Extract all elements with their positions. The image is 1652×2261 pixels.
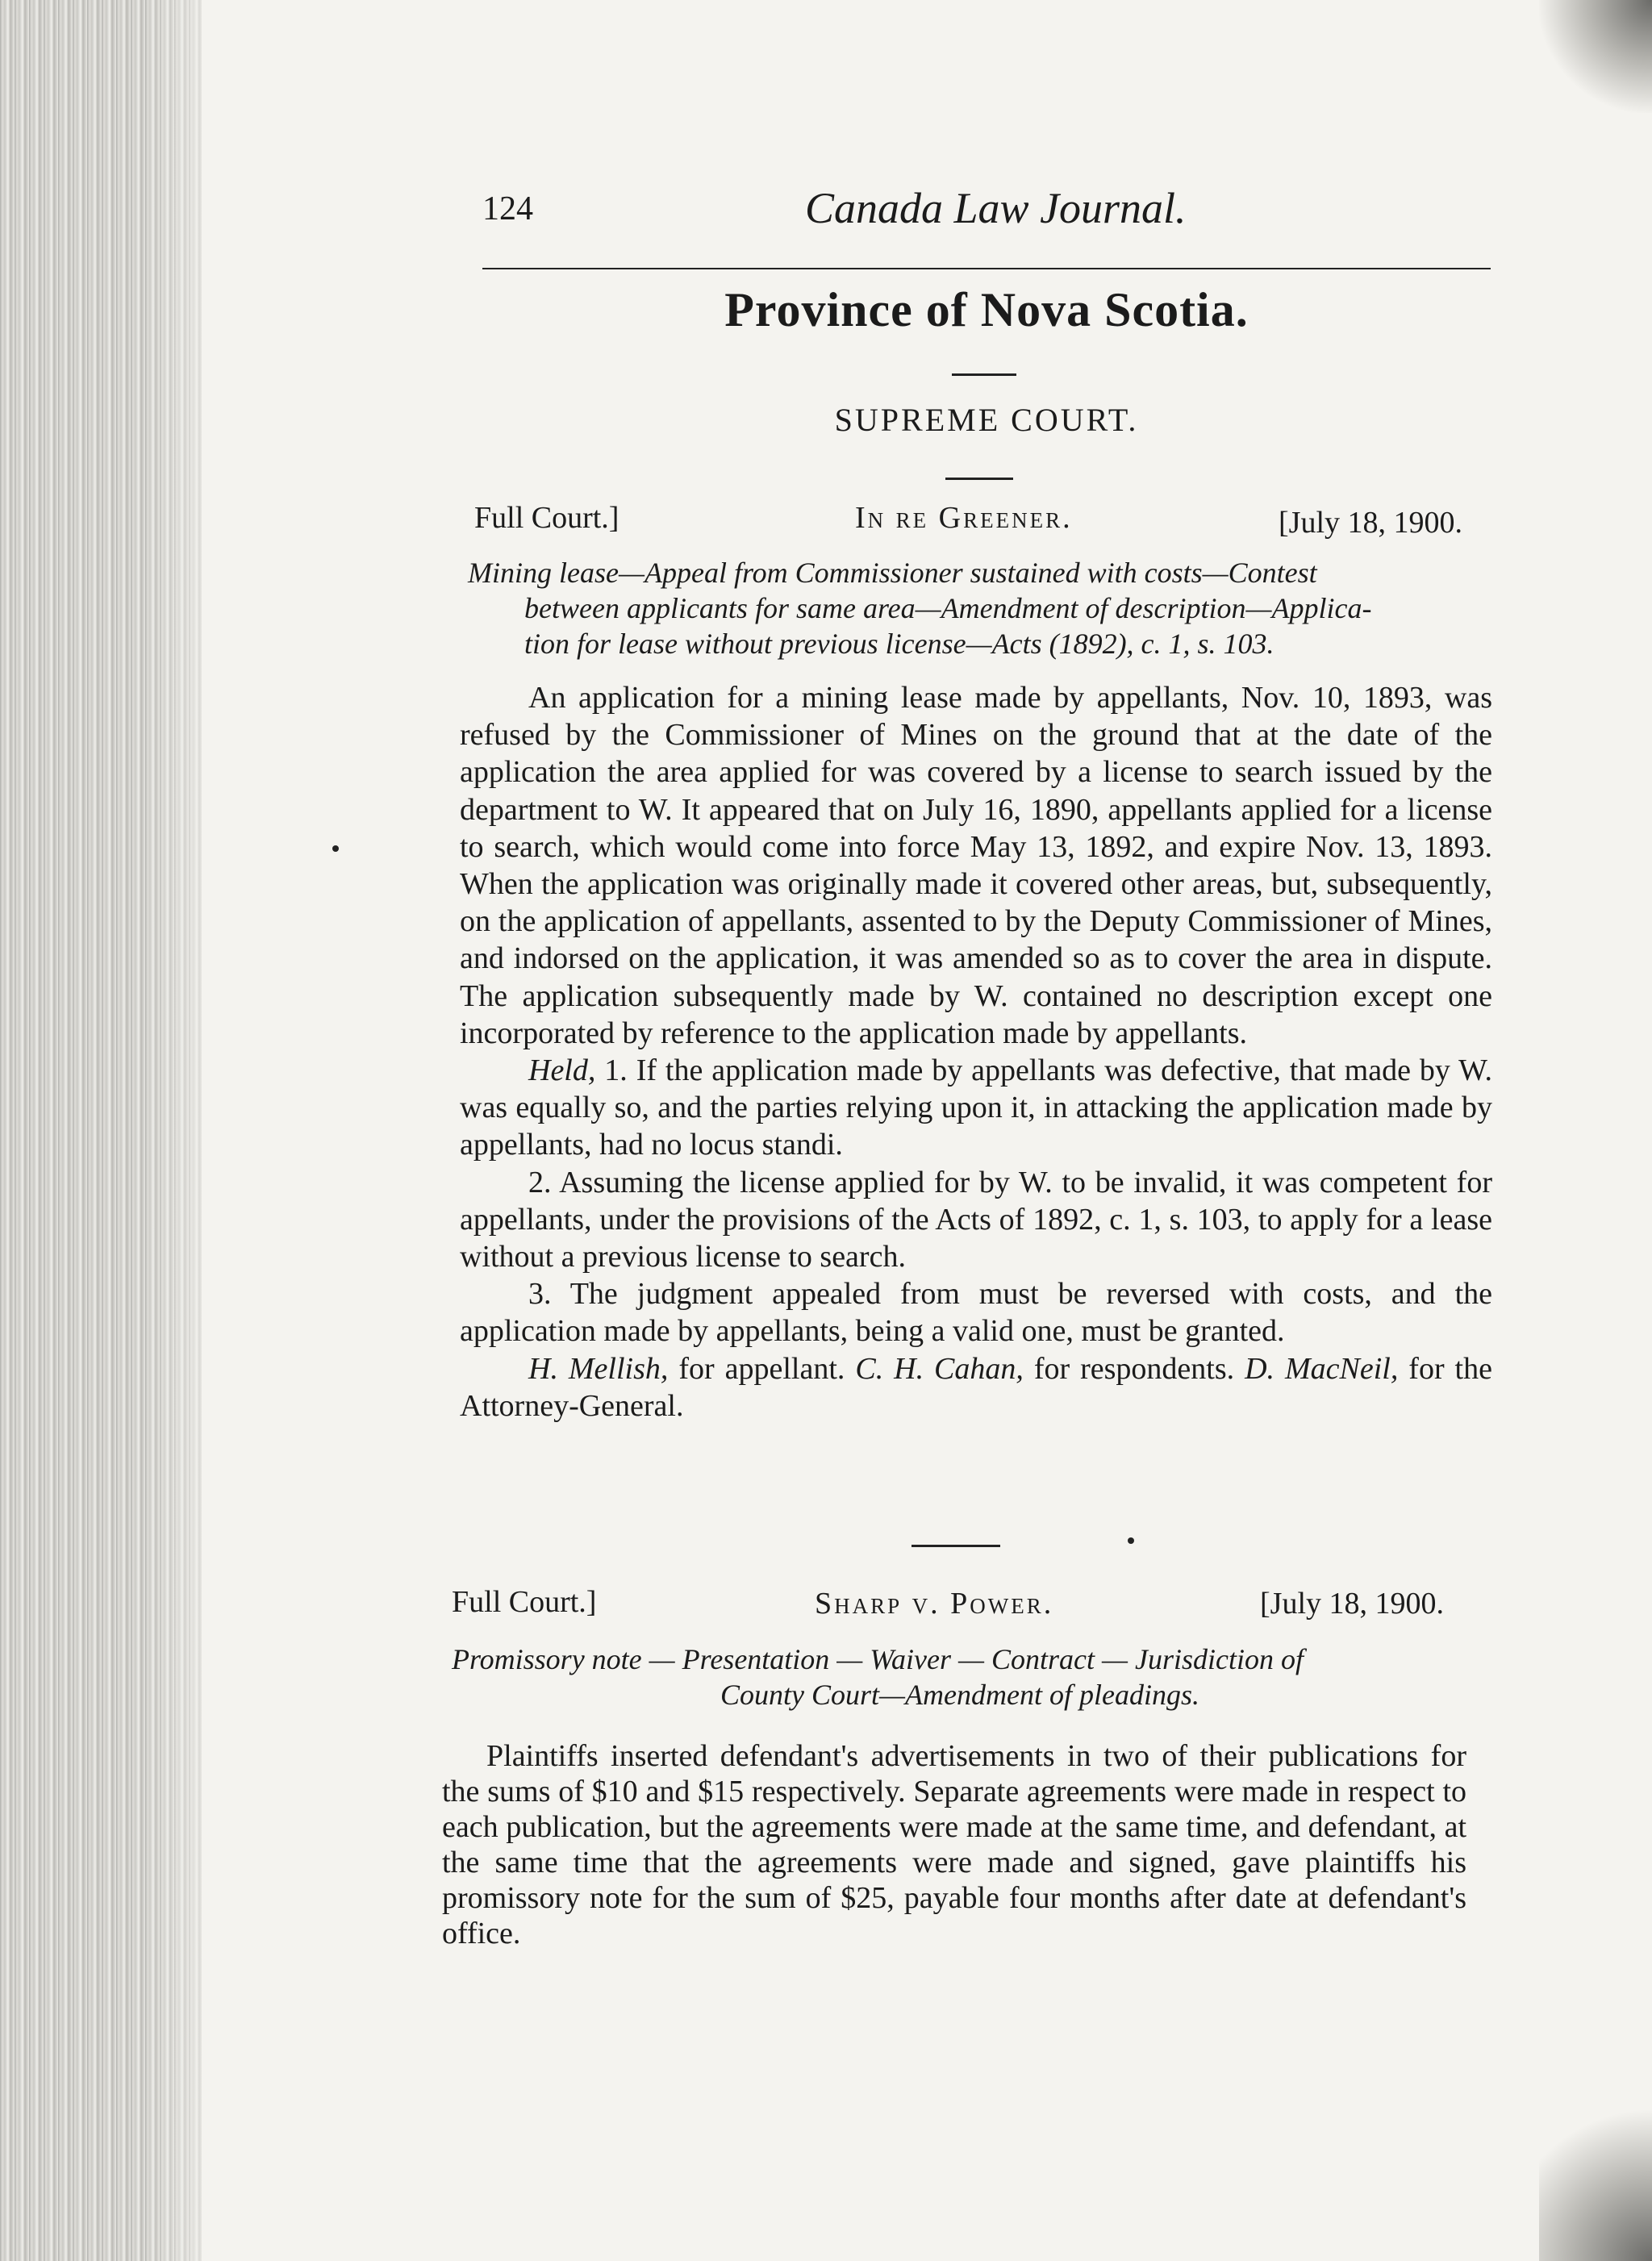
holding-1: 1. If the application made by appellants was defective, that made by W. was equally so, and the parties relying upon it, in attacking the application made by appellants, had no locus standi. xyxy=(460,1053,1492,1162)
counsel-role: for appellant. xyxy=(668,1351,856,1386)
running-head xyxy=(482,184,1491,254)
section-title: Province of Nova Scotia. xyxy=(724,283,1249,336)
divider-short xyxy=(912,1545,1000,1547)
case1-court: Full Court.] xyxy=(474,501,620,535)
header-rule xyxy=(482,268,1491,269)
page-corner-bottom xyxy=(1539,2084,1652,2261)
divider-short xyxy=(945,478,1013,480)
case2-body xyxy=(442,1738,1466,1951)
headnote-line: Mining lease—Appeal from Commissioner sustained with costs—Contest xyxy=(468,557,1317,589)
ink-speck xyxy=(1128,1537,1134,1544)
gutter-fade xyxy=(145,0,242,2261)
case1-headnote xyxy=(468,555,1492,661)
page-number: 124 xyxy=(482,190,533,227)
page-corner-top xyxy=(1539,0,1652,113)
held-label: Held, xyxy=(528,1053,596,1088)
case2-date: [July 18, 1900. xyxy=(1260,1587,1444,1621)
court-title: SUPREME COURT. xyxy=(834,402,1139,438)
paragraph: 3. The judgment appealed from must be reversed with costs, and the application made by appellants, being a valid one, must be granted. xyxy=(460,1277,1492,1349)
paragraph xyxy=(460,1052,1492,1164)
counsel-role: for the Attorney-General. xyxy=(460,1351,1492,1423)
case2-name: Sharp v. Power. xyxy=(815,1587,1054,1621)
paragraph: An application for a mining lease made by appellants, Nov. 10, 1893, was refused by the Commissioner of Mines on the ground that at the date of the application the area applied for was covered by a license to search issued by the department to W. It appeared that on July 16, 1890, appellants applied for a license to search, which would come into force May 13, 1892, and expire Nov. 13, 1893. When the application was originally made it covered other areas, but, subsequently, on the application of appellants, assented to by the Deputy Commissioner of Mines, and indorsed on the application, it was amended so as to cover the area in dispute. The application subsequently made by W. contained no description except one incorporated by reference to the application made by appellants. xyxy=(460,681,1492,1050)
headnote-line: tion for lease without previous license—Acts (1892), c. 1, s. 103. xyxy=(524,628,1274,660)
paragraph: 2. Assuming the license applied for by W. to be invalid, it was competent for appellants, under the provisions of the Acts of 1892, c. 1, s. 103, to apply for a lease without a previous license to search. xyxy=(460,1165,1492,1274)
counsel-name: D. MacNeil, xyxy=(1245,1351,1399,1386)
headnote-line: between applicants for same area—Amendment of description—Applica- xyxy=(524,592,1372,624)
headnote-line: County Court—Amendment of pleadings. xyxy=(720,1679,1199,1711)
case1-body xyxy=(460,679,1492,1425)
journal-title: Canada Law Journal. xyxy=(805,184,1187,232)
counsel-name: H. Mellish, xyxy=(528,1351,669,1386)
counsel-role: for respondents. xyxy=(1023,1351,1245,1386)
counsel-line xyxy=(460,1350,1492,1425)
case1-date: [July 18, 1900. xyxy=(1279,506,1462,540)
case1-name: In re Greener. xyxy=(855,501,1073,535)
ink-speck xyxy=(332,845,339,852)
case2-court: Full Court.] xyxy=(452,1585,597,1619)
case2-headnote xyxy=(452,1642,1468,1712)
counsel-name: C. H. Cahan, xyxy=(855,1351,1024,1386)
divider-short xyxy=(952,373,1016,376)
headnote-line: Promissory note — Presentation — Waiver — Contract — Jurisdiction of xyxy=(452,1643,1304,1675)
paragraph: Plaintiffs inserted defendant's advertisements in two of their publications for the sums of $10 and $15 respectively. Separate agreements were made in respect to each publication, but the agreements were made at the same time, and defendant, at the same time that the agreements were made and signed, gave plaintiffs his promissory note for the sum of $25, payable four months after date at defendant's office. xyxy=(442,1739,1466,1950)
